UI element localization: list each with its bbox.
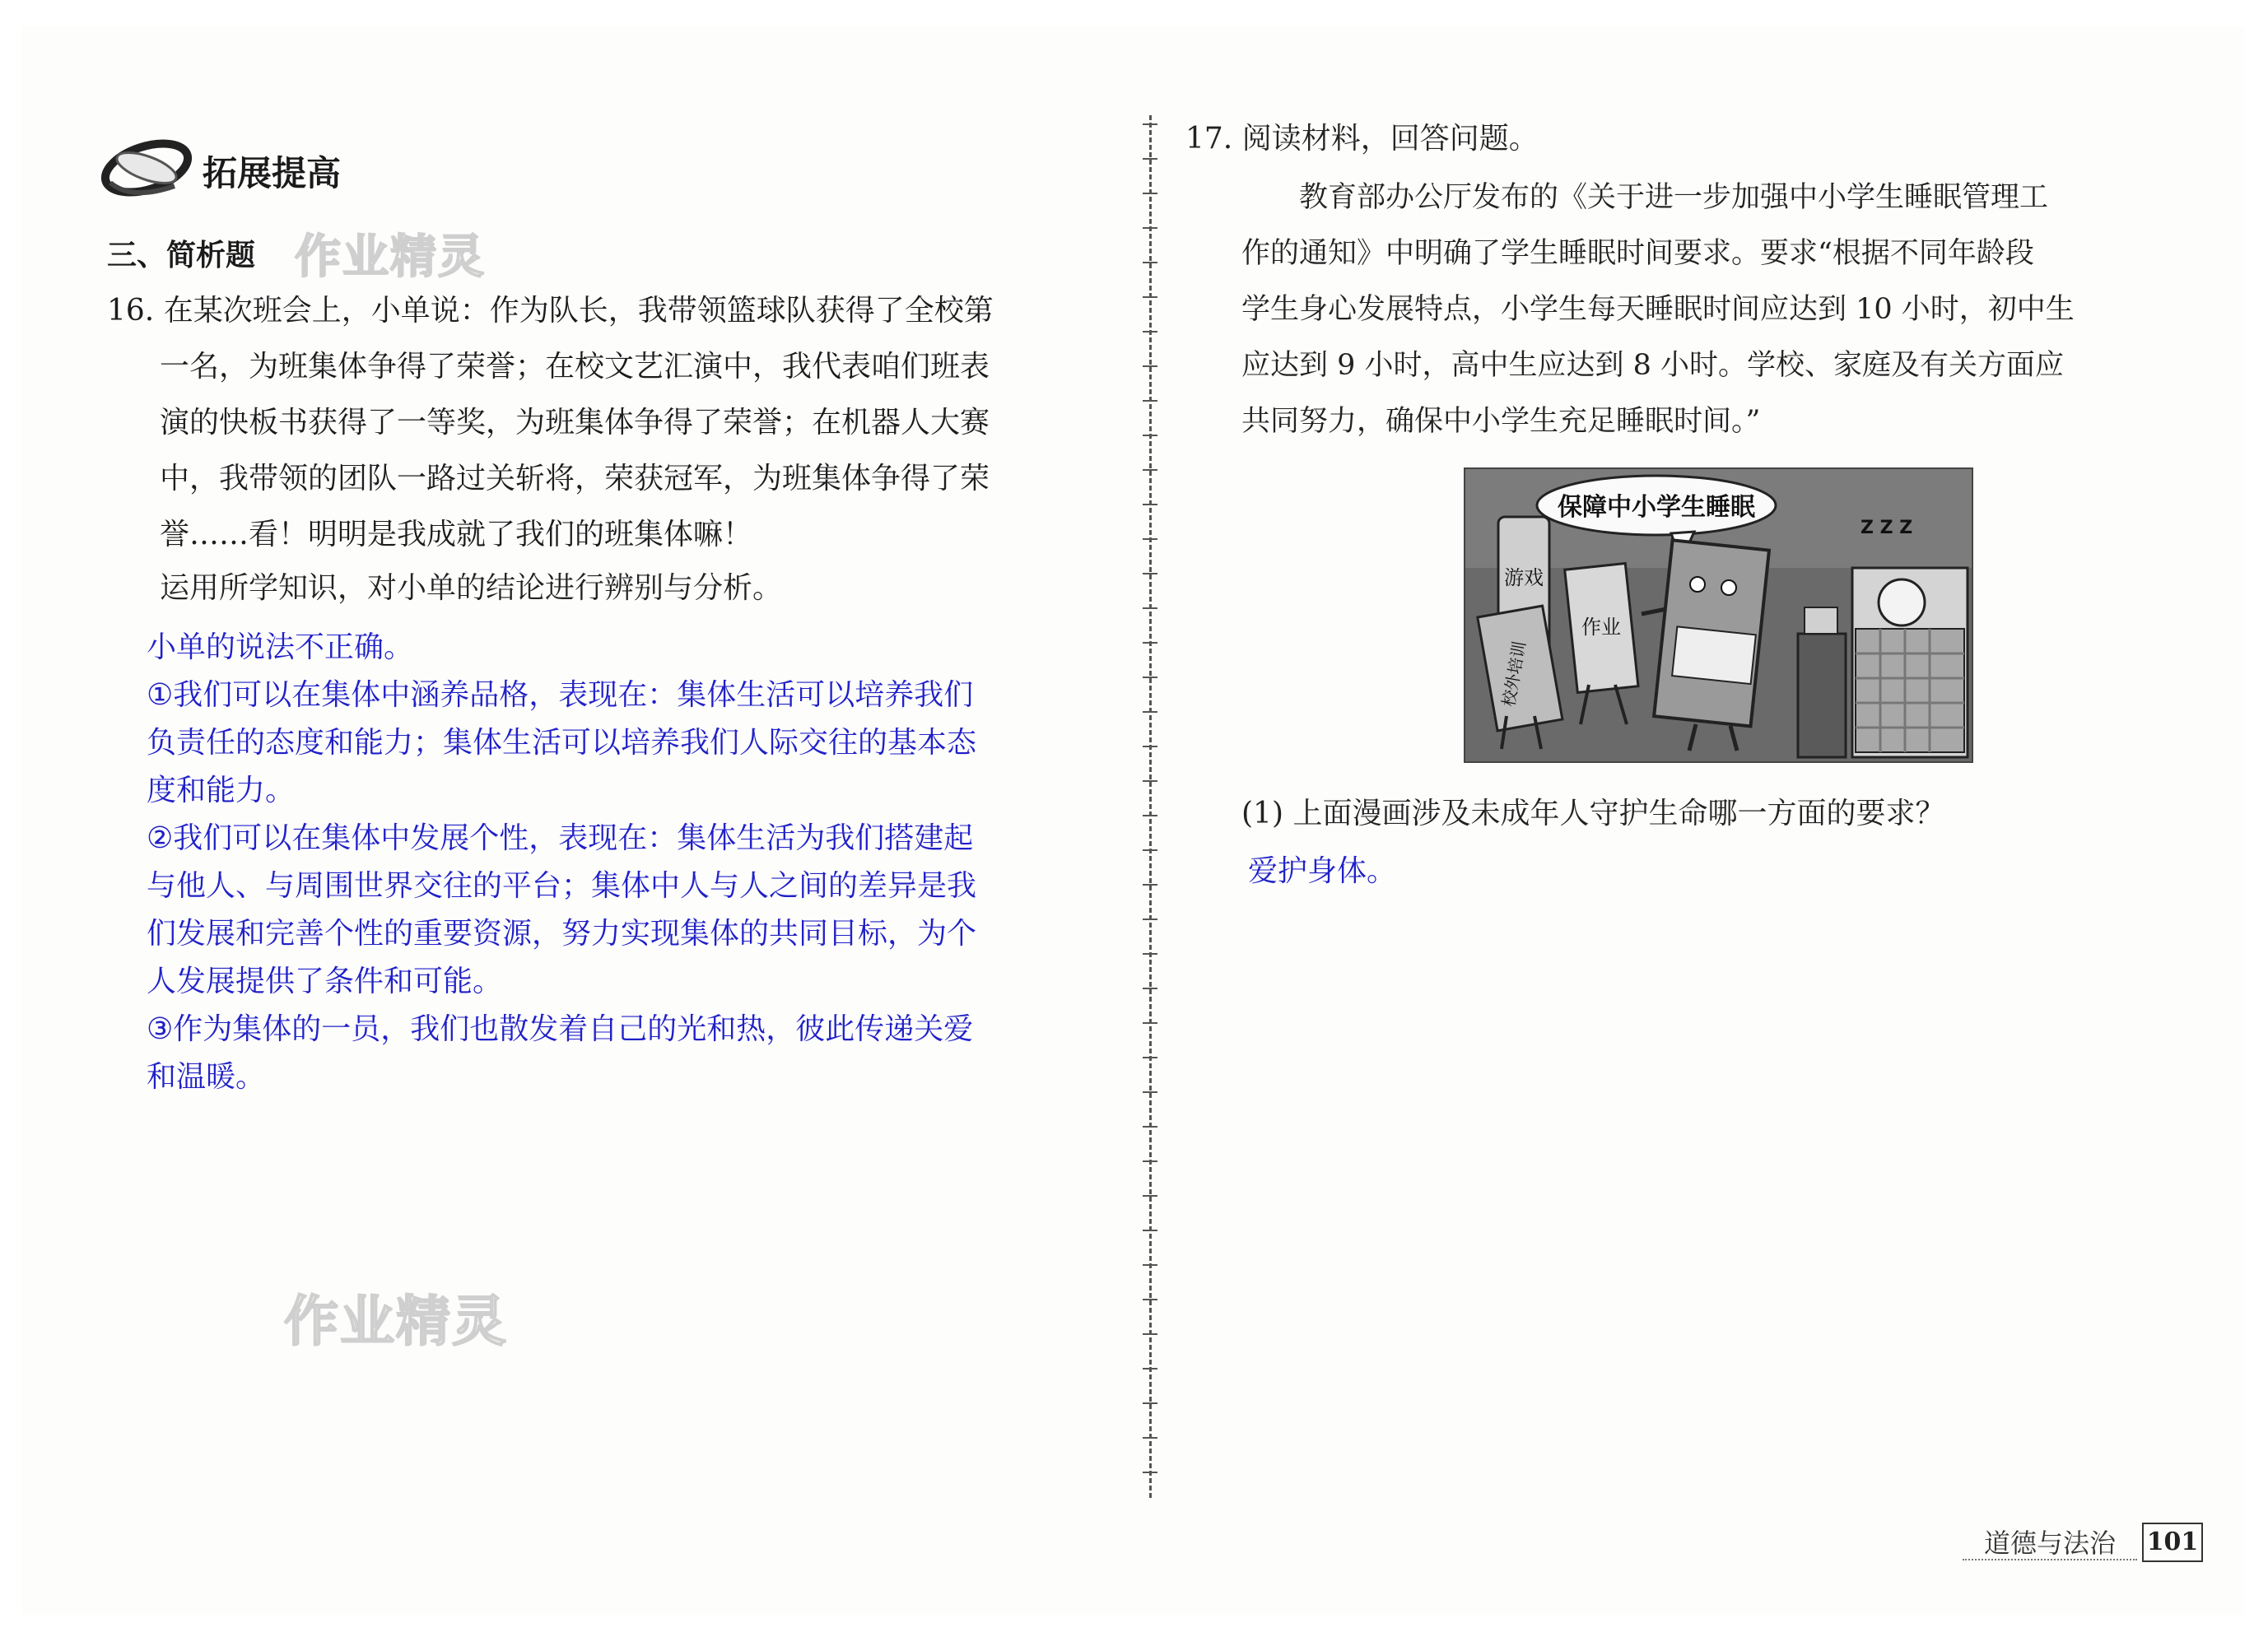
question-17-sub-1: (1) 上面漫画涉及未成年人守护生命哪一方面的要求？	[1241, 797, 1945, 830]
divider-tick	[1143, 400, 1157, 402]
divider-tick	[1143, 1160, 1157, 1162]
divider-tick	[1143, 1057, 1157, 1058]
divider-tick	[1143, 1299, 1157, 1300]
answer-line: 们发展和完善个性的重要资源，努力实现集体的共同目标，为个	[147, 917, 977, 951]
divider-tick	[1143, 435, 1157, 436]
divider-tick	[1143, 504, 1157, 505]
divider-tick	[1143, 849, 1157, 851]
cartoon-illustration	[1465, 469, 1972, 761]
question-line: 誉……看！明明是我成就了我们的班集体嘛！	[160, 518, 753, 551]
divider-tick	[1143, 469, 1157, 471]
divider-tick	[1143, 1264, 1157, 1266]
question-17-material	[1241, 170, 2205, 449]
section-logo-icon	[99, 132, 198, 206]
divider-tick	[1143, 1472, 1157, 1473]
question-line: 演的快板书获得了一等奖，为班集体争得了荣誉；在机器人大赛	[160, 406, 990, 439]
divider-tick	[1143, 677, 1157, 678]
divider-tick	[1143, 1195, 1157, 1197]
divider-tick	[1143, 1437, 1157, 1439]
question-line: 一名，为班集体争得了荣誉；在校文艺汇演中，我代表咱们班表	[160, 350, 990, 384]
section-title: 拓展提高	[203, 153, 342, 193]
divider-tick	[1143, 262, 1157, 263]
answer-line: ①我们可以在集体中涵养品格，表现在：集体生活可以培养我们	[147, 678, 974, 712]
cartoon-label-homework: 作业	[1581, 616, 1621, 639]
divider-tick	[1143, 1333, 1157, 1335]
watermark: 作业精灵	[284, 1290, 508, 1353]
divider-tick	[1143, 711, 1157, 713]
answer-line: ③作为集体的一员，我们也散发着自己的光和热，彼此传递关爱	[147, 1012, 974, 1046]
divider-tick	[1143, 123, 1157, 125]
answer-line: 和温暖。	[147, 1060, 266, 1094]
cartoon-bubble-text: 保障中小学生睡眠	[1558, 493, 1755, 522]
column-divider	[1149, 115, 1155, 1498]
divider-tick	[1143, 158, 1157, 160]
question-17-title: 17. 阅读材料，回答问题。	[1185, 122, 1539, 156]
cartoon-snore-text: Z Z Z	[1861, 518, 1913, 538]
answer-line: 度和能力。	[147, 774, 296, 807]
question-16	[107, 283, 1120, 563]
divider-tick	[1143, 1091, 1157, 1093]
answer-17-1: 爱护身体。	[1248, 854, 1397, 888]
cartoon-label-tutoring: 校外培训	[1498, 639, 1530, 709]
divider-tick	[1143, 1022, 1157, 1024]
question-line: 中，我带领的团队一路过关斩将，荣获冠军，为班集体争得了荣	[160, 462, 990, 495]
answer-line: 负责任的态度和能力；集体生活可以培养我们人际交往的基本态	[147, 726, 977, 760]
question-line: 16. 在某次班会上，小单说：作为队长，我带领篮球队获得了全校第	[107, 294, 994, 328]
section-header	[99, 132, 379, 206]
material-line: 共同努力，确保中小学生充足睡眠时间。”	[1241, 405, 1761, 438]
divider-tick	[1143, 1230, 1157, 1231]
divider-tick	[1143, 607, 1157, 609]
divider-tick	[1143, 296, 1157, 298]
answer-line: 与他人、与周围世界交往的平台；集体中人与人之间的差异是我	[147, 869, 977, 903]
cartoon-label-game: 游戏	[1504, 566, 1544, 589]
answer-line: 小单的说法不正确。	[147, 630, 414, 664]
divider-tick	[1143, 953, 1157, 955]
footer-dotted-rule	[1963, 1559, 2137, 1562]
divider-tick	[1143, 193, 1157, 194]
divider-tick	[1143, 331, 1157, 333]
divider-tick	[1143, 365, 1157, 367]
divider-tick	[1143, 1368, 1157, 1370]
watermark: 作业精灵	[295, 230, 486, 284]
material-line: 作的通知》中明确了学生睡眠时间要求。要求“根据不同年龄段	[1241, 237, 2034, 270]
divider-tick	[1143, 538, 1157, 540]
material-line: 学生身心发展特点，小学生每天睡眠时间应达到 10 小时，初中生	[1241, 293, 2075, 326]
divider-tick	[1143, 780, 1157, 782]
page-number: 101	[2142, 1523, 2203, 1562]
answer-line: ②我们可以在集体中发展个性，表现在：集体生活为我们搭建起	[147, 821, 974, 855]
divider-tick	[1143, 1402, 1157, 1404]
question-16-prompt: 运用所学知识，对小单的结论进行辨别与分析。	[160, 571, 783, 605]
divider-tick	[1143, 227, 1157, 229]
divider-tick	[1143, 642, 1157, 644]
sleep-cartoon	[1464, 467, 1973, 763]
subsection-title: 三、简析题	[107, 239, 256, 272]
material-line: 教育部办公厅发布的《关于进一步加强中小学生睡眠管理工	[1299, 181, 2049, 214]
divider-tick	[1143, 918, 1157, 920]
answer-16	[147, 624, 1093, 1101]
divider-tick	[1143, 746, 1157, 747]
answer-line: 人发展提供了条件和可能。	[147, 965, 503, 998]
divider-tick	[1143, 884, 1157, 886]
divider-tick	[1143, 1126, 1157, 1128]
footer-subject: 道德与法治	[1984, 1528, 2117, 1559]
divider-tick	[1143, 573, 1157, 574]
material-line: 应达到 9 小时，高中生应达到 8 小时。学校、家庭及有关方面应	[1241, 349, 2065, 382]
divider-tick	[1143, 988, 1157, 989]
divider-tick	[1143, 815, 1157, 816]
